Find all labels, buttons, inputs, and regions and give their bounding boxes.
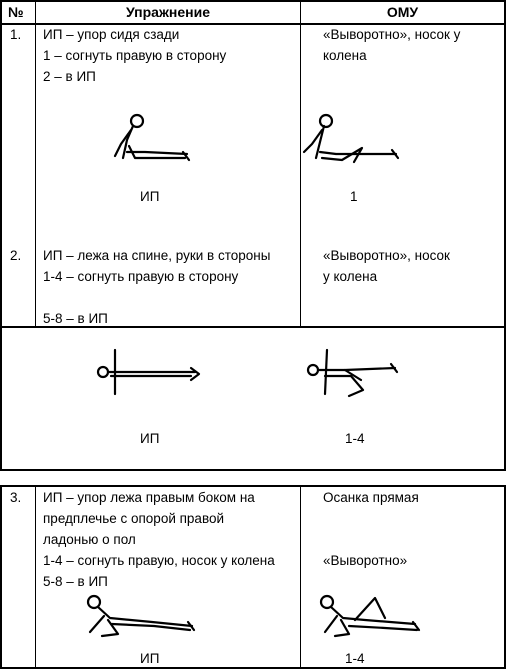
row2-figure-left-caption: ИП	[140, 431, 160, 446]
row2-exercise-line: 5-8 – в ИП	[43, 311, 108, 326]
row1-omu-line: «Выворотно», носок у	[323, 27, 461, 42]
row3-exercise-line: 5-8 – в ИП	[43, 574, 108, 589]
row3-omu-line: «Выворотно»	[323, 553, 408, 568]
row1-num: 1.	[10, 27, 22, 42]
row3-figure-left-caption: ИП	[140, 651, 160, 666]
row2-omu-line: у колена	[323, 269, 378, 284]
table2-col1-divider	[35, 485, 36, 669]
row3-figure-start-position	[82, 592, 197, 640]
row3-omu-line	[323, 508, 419, 529]
row2-omu	[323, 245, 450, 287]
row3-omu-line: Осанка прямая	[323, 490, 419, 505]
row3-exercise	[43, 487, 275, 592]
header-exercise: Упражнение	[126, 4, 210, 20]
row3-exercise-line: ладонью о пол	[43, 532, 136, 547]
row2-exercise-line: 1-4 – согнуть правую в сторону	[43, 269, 239, 284]
row2-num: 2.	[10, 248, 22, 263]
table2-left-border	[0, 485, 2, 669]
row1-figure-left-caption: ИП	[140, 189, 160, 204]
row2-figure-leg-bent	[305, 346, 405, 401]
row2-figure-start-position	[95, 346, 205, 396]
row3-exercise-line: предплечье с опорой правой	[43, 511, 225, 526]
table1-left-border	[0, 0, 2, 470]
row2-exercise-line: ИП – лежа на спине, руки в стороны	[43, 248, 271, 263]
row2-omu-line: «Выворотно», носок	[323, 248, 450, 263]
row1-figure-right-caption: 1	[350, 189, 358, 204]
row3-omu	[323, 487, 419, 571]
table1-col1-divider	[35, 0, 36, 327]
row1-exercise	[43, 24, 226, 87]
header-num: №	[8, 4, 24, 20]
header-omu: ОМУ	[386, 4, 419, 20]
row3-figure-leg-bent	[315, 590, 425, 642]
row2-exercise	[43, 245, 270, 329]
row3-figure-right-caption: 1-4	[345, 651, 365, 666]
row1-exercise-line: ИП – упор сидя сзади	[43, 27, 180, 42]
row3-omu-line	[323, 529, 419, 550]
row1-figure-leg-bent	[302, 112, 402, 172]
row1-figure-start-position	[105, 112, 195, 172]
table1-bottom-border	[0, 469, 506, 471]
row1-exercise-line: 2 – в ИП	[43, 69, 96, 84]
table1-col2-divider	[300, 0, 301, 327]
row3-exercise-line: ИП – упор лежа правым боком на	[43, 490, 255, 505]
row1-omu-line: колена	[323, 48, 367, 63]
row2-figure-right-caption: 1-4	[345, 431, 365, 446]
row2-exercise-line	[43, 287, 270, 308]
row1-exercise-line: 1 – согнуть правую в сторону	[43, 48, 227, 63]
row3-num: 3.	[10, 490, 22, 505]
row1-omu	[323, 24, 460, 66]
table2-col2-divider	[300, 485, 301, 669]
row3-exercise-line: 1-4 – согнуть правую, носок у колена	[43, 553, 275, 568]
